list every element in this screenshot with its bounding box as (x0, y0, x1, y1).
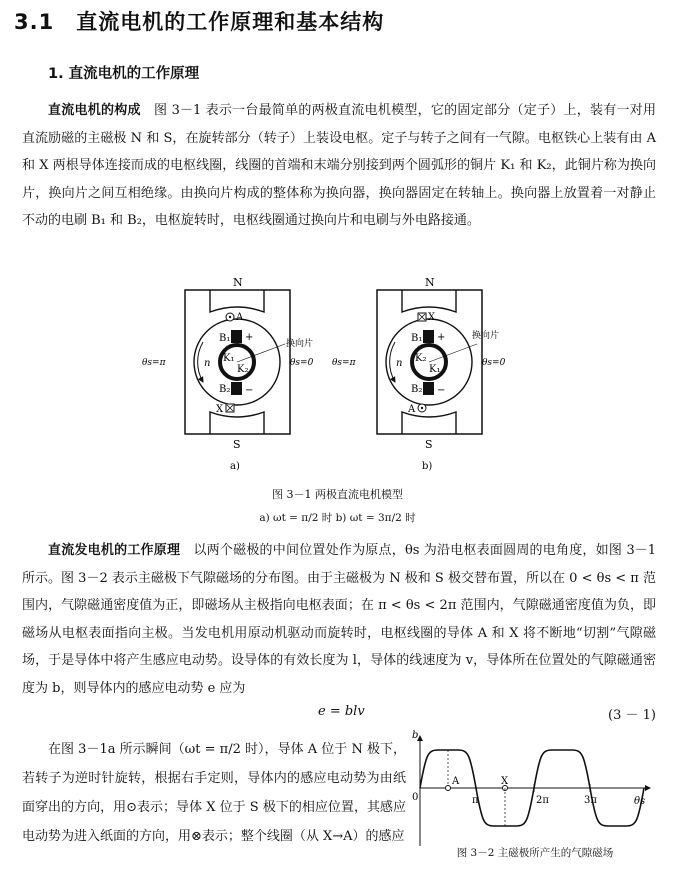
n-pole-shoe (402, 290, 456, 312)
brush-label-top: B₁ (411, 333, 423, 344)
polarity-plus: + (437, 332, 446, 343)
commutator-label: 换向片 (472, 331, 500, 341)
conductor-label-top: X (428, 312, 436, 323)
motor-model-b (332, 276, 506, 472)
subsection-heading: 1. 直流电机的工作原理 (48, 66, 200, 82)
figure-3-1-subcaption: a) ωt = π/2 时 b) ωt = 3π/2 时 (259, 512, 416, 524)
conductor-label-bottom: X (216, 404, 224, 415)
brush-label-bottom: B₂ (411, 384, 423, 395)
angle-label-zero: θs=0 (290, 358, 314, 368)
section-heading (14, 6, 384, 36)
paragraph-generator-principle (22, 537, 656, 702)
y-axis-label: b (412, 730, 419, 741)
point-a-marker (446, 786, 451, 791)
rotation-label: n (396, 358, 403, 369)
paragraph-lead: 直流发电机的工作原理 (48, 543, 181, 558)
rotation-arrow (390, 342, 395, 382)
subfigure-label-b: b) (422, 461, 433, 472)
angle-label-pi: θs=π (142, 358, 166, 368)
x-axis-label: θs (634, 796, 646, 807)
pole-label-n: N (233, 276, 243, 289)
figure-3-1-motor-model (142, 272, 510, 472)
paragraph-lead: 直流电机的构成 (48, 103, 141, 118)
pole-label-s: S (233, 438, 241, 451)
brush-label-top: B₁ (219, 333, 231, 344)
motor-model-a (142, 276, 314, 472)
segment-label-1: K₁ (223, 353, 235, 364)
pole-label-n: N (425, 276, 435, 289)
brush-top (423, 330, 434, 343)
figure-3-2-caption: 图 3－2 主磁极所产生的气隙磁场 (456, 847, 614, 859)
polarity-minus: − (437, 385, 446, 396)
paragraph-body: 图 3－1 表示一台最简单的两极直流电机模型，它的固定部分（定子）上，装有一对用直流励磁的主磁极 N 和 S，在旋转部分（转子）上装设电枢。定子与转子之间有一气隙。电枢铁心上装有由 A 和 X 两根导体连接而成的电枢线圈，线圈的首端和末端分别接到两个圆弧形的铜片 K₁ 和 K₂，此铜片称为换向片，换向片之间互相绝缘。由换向片构成的整体称为换向器，换向器固定在转轴上。换向器上放置着一对静止不动的电刷 B₁ 和 B₂，电枢旋转时，电枢线圈通过换向片和电刷与外电路接通。 (22, 103, 656, 228)
polarity-plus: + (245, 332, 254, 343)
s-pole-shoe (210, 412, 264, 434)
paragraph-body: 以两个磁极的中间位置处作为原点，θs 为沿电枢表面圆周的电角度，如图 3－1 所示。图 3－2 表示主磁极下气隙磁场的分布图。由于主磁极为 N 极和 S 极交替布置，所以在 0 < θs < π 范围内，气隙磁通密度值为正，即磁场从主极指向电枢表面；在 π < θs < 2π 范围内，气隙磁通密度值为负，即磁场从电枢表面指向主极。当发电机用原动机驱动而旋转时，电枢线圈的导体 A 和 X 将不断地“切割”气隙磁场，于是导体中将产生感应电动势。设导体的有效长度为 l，导体的线速度为 v，导体所在位置处的气隙磁通密度为 b，则导体内的感应电动势 e 应为 (22, 543, 656, 696)
point-a-label: A (452, 776, 460, 787)
conductor-label-bottom: A (408, 404, 416, 415)
commutator-label: 换向片 (286, 339, 314, 349)
conductor-label-top: A (236, 312, 244, 323)
brush-bottom (231, 382, 242, 395)
subfigure-label-a: a) (230, 461, 240, 472)
brush-label-bottom: B₂ (219, 384, 231, 395)
equation-number: (3 － 1) (608, 708, 656, 723)
tick-pi-label: π (472, 795, 479, 806)
equation-expression: e = blv (318, 704, 365, 719)
angle-label-zero: θs=0 (482, 358, 506, 368)
section-number: 3.1 (14, 10, 55, 34)
brush-bottom (423, 382, 434, 395)
angle-label-pi: θs=π (332, 358, 356, 368)
paragraph-motor-composition (22, 97, 656, 235)
n-pole-shoe (210, 290, 264, 312)
point-x-label: X (501, 776, 509, 787)
polarity-minus: − (245, 385, 254, 396)
section-title: 直流电机的工作原理和基本结构 (76, 10, 385, 34)
brush-top (231, 330, 242, 343)
tick-2pi-label: 2π (536, 795, 549, 806)
figure-3-1-caption: 图 3－1 两极直流电机模型 (272, 488, 403, 501)
tick-3pi-label: 3π (584, 795, 597, 806)
segment-label-2: K₁ (429, 364, 441, 375)
paragraph-induced-emf: 在图 3－1a 所示瞬间（ωt = π/2 时），导体 A 位于 N 极下，若转子为逆时针旋转，根据右手定则，导体内的感应电动势为由纸面穿出的方向，用⊙表示；导体 X 位于 S 极下的相应位置，其感应电动势为进入纸面的方向，用⊗表示；整个线圈（从 X→A）的感应 (22, 742, 406, 844)
segment-label-1: K₂ (415, 353, 427, 364)
segment-label-2: K₂ (237, 364, 249, 375)
rotation-label: n (204, 358, 211, 369)
pole-label-s: S (425, 438, 433, 451)
s-pole-shoe (402, 412, 456, 434)
figure-3-2-airgap-field (412, 728, 658, 852)
rotation-arrow (198, 342, 203, 382)
origin-label: 0 (412, 792, 419, 803)
